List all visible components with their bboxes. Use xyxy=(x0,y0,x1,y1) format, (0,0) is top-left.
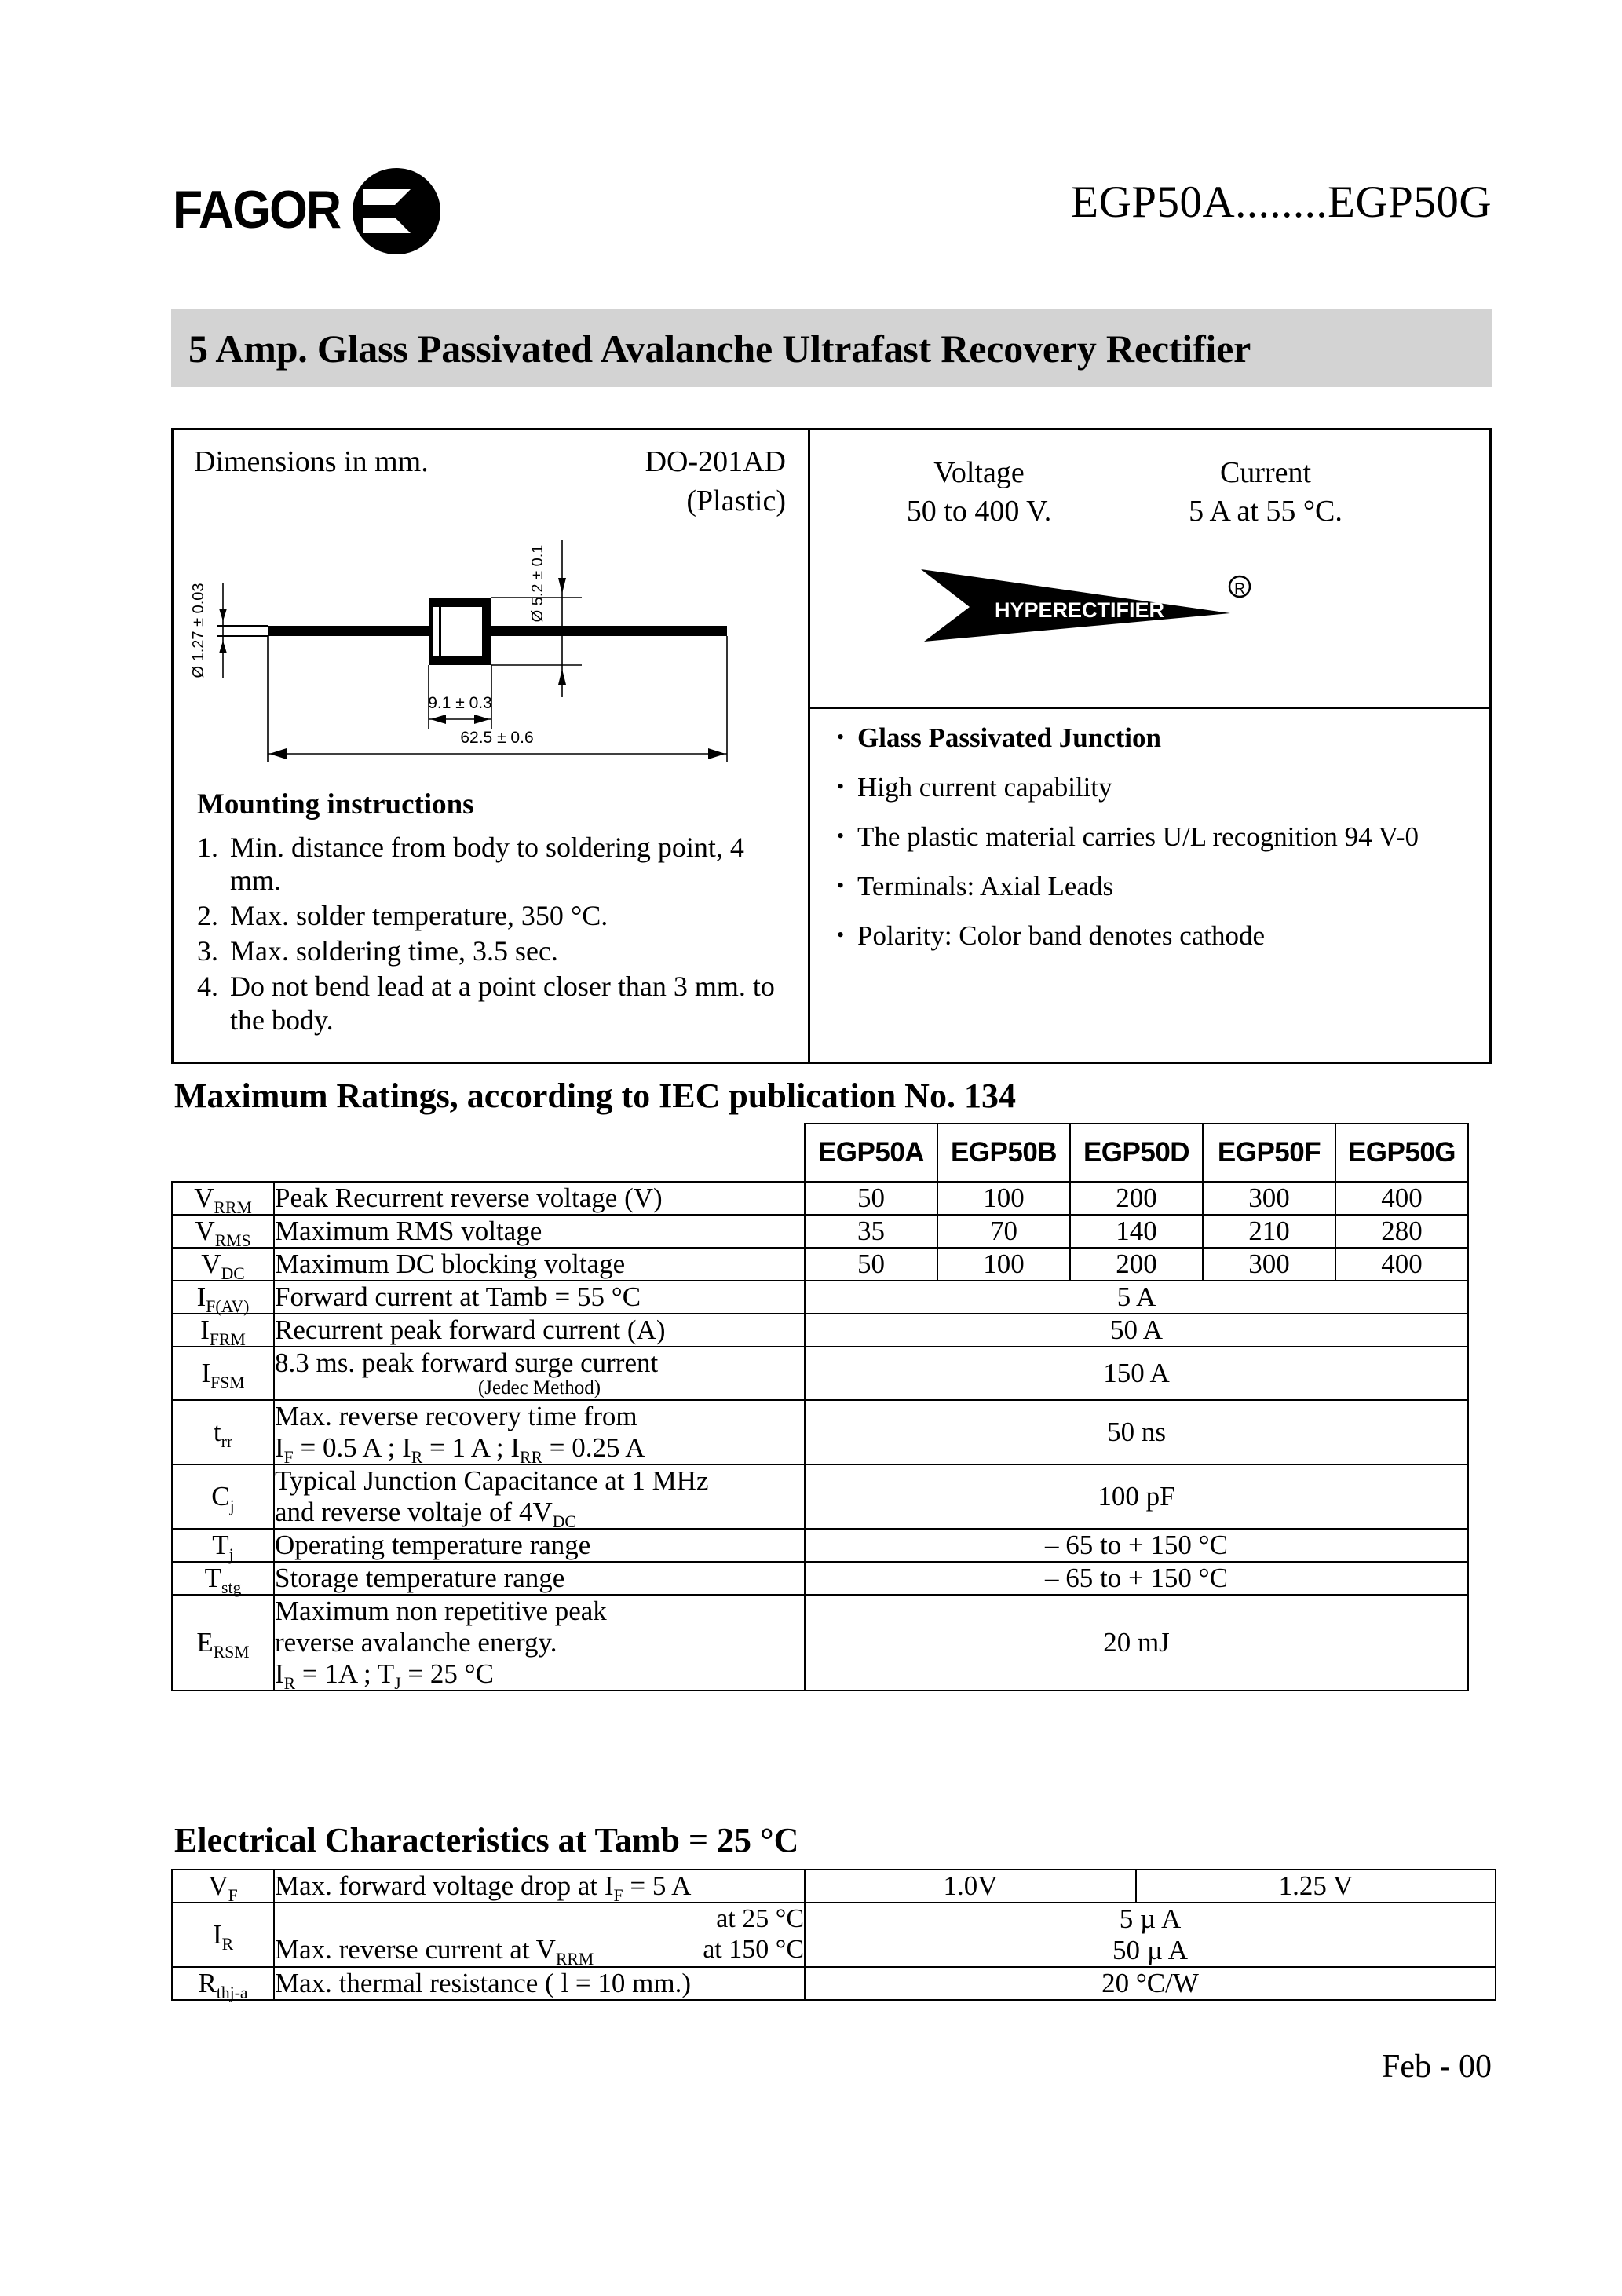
row-value: 1.25 V xyxy=(1136,1870,1496,1903)
feature-item xyxy=(837,722,1449,755)
symbol-subscript: FRM xyxy=(209,1330,246,1349)
row-value-2: 50 µ A xyxy=(1112,1935,1188,1965)
mounting-number: 3. xyxy=(197,935,218,967)
bullet-icon: • xyxy=(837,775,845,798)
table-row xyxy=(172,1595,1468,1691)
mounting-text: Min. distance from body to soldering point, 4 mm. xyxy=(230,832,744,897)
table-row xyxy=(172,1248,1468,1281)
mounting-number: 1. xyxy=(197,832,218,863)
row-value: 200 xyxy=(1070,1182,1203,1215)
feature-text: The plastic material carries U/L recognition 94 V-0 xyxy=(857,821,1419,852)
table-row xyxy=(172,1215,1468,1248)
row-value: 400 xyxy=(1335,1248,1468,1281)
table-row xyxy=(172,1967,1496,2000)
lead-diameter-dim: Ø 1.27 ± 0.03 xyxy=(190,583,207,678)
row-symbol: $t_{rr}$ xyxy=(172,1400,274,1464)
row-description xyxy=(274,1400,805,1468)
symbol-subscript: R xyxy=(221,1935,234,1954)
package-dimension-drawing xyxy=(174,509,810,768)
row-value: 50 xyxy=(805,1182,937,1215)
table-row xyxy=(172,1314,1468,1347)
condition-1: at 25 °C xyxy=(716,1904,804,1934)
column-header-egp50b: EGP50B xyxy=(937,1124,1070,1182)
row-description: Maximum DC blocking voltage xyxy=(274,1248,805,1281)
row-value: 400 xyxy=(1335,1182,1468,1215)
bullet-icon: • xyxy=(837,874,845,897)
feature-text: High current capability xyxy=(857,772,1112,803)
row-value-span: 20 mJ xyxy=(805,1595,1468,1691)
row-description xyxy=(274,1903,805,1967)
header-blank-symbol xyxy=(172,1124,274,1182)
row-description-text: Max. reverse current at $V_{RRM}$ xyxy=(275,1933,594,1969)
package-material: (Plastic) xyxy=(686,484,786,517)
row-value-span: 150 A xyxy=(805,1347,1468,1400)
row-description xyxy=(274,1464,805,1532)
row-value: 70 xyxy=(937,1215,1070,1248)
table-row xyxy=(172,1562,1468,1595)
symbol-subscript: thj-a xyxy=(216,1983,248,2002)
row-value: 300 xyxy=(1203,1182,1335,1215)
table-row xyxy=(172,1464,1468,1529)
feature-item xyxy=(837,771,1449,804)
spec-boxes xyxy=(171,428,1492,1064)
row-value: 1.0V xyxy=(805,1870,1136,1903)
bullet-icon: • xyxy=(837,923,845,946)
features-list xyxy=(837,722,1449,969)
row-description xyxy=(274,1347,805,1400)
row-description-line2: and reverse voltaje of $4V_{DC}$ xyxy=(275,1497,576,1532)
row-symbol: $I_{FRM}$ xyxy=(172,1314,274,1347)
row-description: Forward current at Tamb = 55 °C xyxy=(274,1281,805,1314)
row-symbol: $T_{stg}$ xyxy=(172,1562,274,1595)
current-value: 5 A at 55 °C. xyxy=(1189,495,1343,528)
row-value: 210 xyxy=(1203,1215,1335,1248)
row-symbol: $T_j$ xyxy=(172,1529,274,1562)
table-row xyxy=(172,1347,1468,1400)
current-summary xyxy=(1124,454,1407,532)
feature-item xyxy=(837,870,1449,903)
symbol-subscript: DC xyxy=(221,1264,245,1283)
electrical-title: Electrical Characteristics at Tamb = 25 °C xyxy=(174,1821,799,1859)
row-symbol: $R_{thj-a}$ xyxy=(172,1967,274,2000)
mounting-text: Max. solder temperature, 350 °C. xyxy=(230,900,608,932)
bullet-icon: • xyxy=(837,726,845,748)
package-code: DO-201AD xyxy=(645,445,786,478)
table-row xyxy=(172,1281,1468,1314)
row-description-line1: Max. reverse recovery time from xyxy=(275,1401,637,1432)
row-symbol: $E_{RSM}$ xyxy=(172,1595,274,1691)
row-description-line3: $I_R = 1A$ ; $T_J = 25$ °C xyxy=(275,1658,494,1693)
dimensions-label: Dimensions in mm. xyxy=(194,445,429,478)
table-row xyxy=(172,1529,1468,1562)
row-description: Recurrent peak forward current (A) xyxy=(274,1314,805,1347)
dimensions-panel xyxy=(174,430,810,1062)
row-value: 100 xyxy=(937,1182,1070,1215)
row-description-line2: $I_F = 0.5$ A ; $I_R = 1$ A ; $I_{RR} = 0.25$ A xyxy=(275,1432,645,1468)
mounting-number: 4. xyxy=(197,971,218,1003)
row-description: Maximum RMS voltage xyxy=(274,1215,805,1248)
row-value-span: 100 pF xyxy=(805,1464,1468,1529)
symbol-subscript: j xyxy=(229,1497,235,1516)
registered-trademark-icon xyxy=(1229,576,1250,598)
row-value: 200 xyxy=(1070,1248,1203,1281)
symbol-subscript: RRM xyxy=(214,1198,252,1217)
mounting-item xyxy=(197,970,794,1036)
row-value-span: 5 A xyxy=(805,1281,1468,1314)
row-value-span: – 65 to + 150 °C xyxy=(805,1562,1468,1595)
mounting-title: Mounting instructions xyxy=(197,788,474,821)
feature-text: Terminals: Axial Leads xyxy=(857,871,1114,901)
row-description-line2: reverse avalanche energy. xyxy=(275,1626,557,1658)
table-row xyxy=(172,1870,1496,1903)
condition-2: at 150 °C xyxy=(703,1935,804,1964)
column-header-egp50f: EGP50F xyxy=(1203,1124,1335,1182)
row-conditions xyxy=(703,1904,804,1965)
row-value-span xyxy=(805,1903,1496,1967)
feature-item xyxy=(837,919,1449,952)
mounting-text: Max. soldering time, 3.5 sec. xyxy=(230,935,558,967)
row-value-span: – 65 to + 150 °C xyxy=(805,1529,1468,1562)
symbol-subscript: F(AV) xyxy=(206,1297,250,1316)
symbol-subscript: rr xyxy=(221,1432,233,1452)
revision-date: Feb - 00 xyxy=(1382,2049,1492,2085)
row-value: 140 xyxy=(1070,1215,1203,1248)
row-value: 100 xyxy=(937,1248,1070,1281)
row-symbol: $V_{RMS}$ xyxy=(172,1215,274,1248)
row-symbol: $V_{RRM}$ xyxy=(172,1182,274,1215)
features-panel xyxy=(810,709,1489,1062)
row-description-line1: Maximum non repetitive peak xyxy=(275,1595,607,1626)
max-ratings-title: Maximum Ratings, according to IEC publication No. 134 xyxy=(174,1077,1016,1115)
column-header-egp50d: EGP50D xyxy=(1070,1124,1203,1182)
row-value: 35 xyxy=(805,1215,937,1248)
hyperectifier-logo-icon xyxy=(916,560,1356,646)
table-row xyxy=(172,1400,1468,1464)
row-symbol: $I_{FSM}$ xyxy=(172,1347,274,1400)
row-description-text: 8.3 ms. peak forward surge current xyxy=(275,1347,659,1378)
fagor-logo xyxy=(173,159,502,254)
fagor-logo-text: FAGOR xyxy=(173,180,341,239)
symbol-subscript: FSM xyxy=(210,1373,245,1393)
row-description: Storage temperature range xyxy=(274,1562,805,1595)
voltage-label: Voltage xyxy=(933,456,1025,489)
row-value-1: 5 µ A xyxy=(1119,1903,1182,1934)
body-diameter-dim: Ø 5.2 ± 0.1 xyxy=(529,544,546,623)
mounting-text: Do not bend lead at a point closer than 3 mm. to the body. xyxy=(230,971,775,1036)
row-value-span: 20 °C/W xyxy=(805,1967,1496,2000)
voltage-summary xyxy=(842,454,1116,532)
mounting-item xyxy=(197,934,794,967)
row-value: 280 xyxy=(1335,1215,1468,1248)
row-description: Max. thermal resistance ( l = 10 mm.) xyxy=(274,1967,805,2000)
product-title-banner xyxy=(171,309,1492,387)
row-description-line1: Typical Junction Capacitance at 1 MHz xyxy=(275,1465,709,1497)
mounting-item xyxy=(197,831,794,897)
mounting-number: 2. xyxy=(197,900,218,932)
symbol-subscript: RMS xyxy=(214,1231,251,1250)
table-header-row xyxy=(172,1124,1468,1182)
fagor-arrow-ellipse-icon xyxy=(349,167,444,255)
row-symbol: $C_j$ xyxy=(172,1464,274,1529)
row-value: 50 xyxy=(805,1248,937,1281)
max-ratings-table xyxy=(171,1123,1469,1691)
symbol-subscript: F xyxy=(228,1886,238,1905)
column-header-egp50g: EGP50G xyxy=(1335,1124,1468,1182)
part-number-range: EGP50A........EGP50G xyxy=(1071,177,1492,227)
mounting-item xyxy=(197,899,794,932)
voltage-value: 50 to 400 V. xyxy=(906,495,1052,528)
row-value-span: 50 A xyxy=(805,1314,1468,1347)
row-symbol: $I_{F(AV)}$ xyxy=(172,1281,274,1314)
hyperectifier-logo-text: HYPERECTIFIER xyxy=(995,598,1165,622)
feature-text: Polarity: Color band denotes cathode xyxy=(857,920,1266,951)
table-row xyxy=(172,1182,1468,1215)
ratings-summary xyxy=(810,430,1489,709)
symbol-subscript: RSM xyxy=(213,1642,250,1662)
row-description: Operating temperature range xyxy=(274,1529,805,1562)
current-label: Current xyxy=(1219,456,1312,489)
row-symbol: $V_{DC}$ xyxy=(172,1248,274,1281)
column-header-egp50a: EGP50A xyxy=(805,1124,937,1182)
row-symbol: $V_F$ xyxy=(172,1870,274,1903)
electrical-table xyxy=(171,1869,1496,2001)
header-blank-desc xyxy=(274,1124,805,1182)
table-row xyxy=(172,1903,1496,1967)
row-description: Max. forward voltage drop at $I_F = 5$ A xyxy=(274,1870,805,1903)
mounting-instructions xyxy=(197,788,794,1039)
bullet-icon: • xyxy=(837,824,845,847)
row-description: Peak Recurrent reverse voltage (V) xyxy=(274,1182,805,1215)
row-value: 300 xyxy=(1203,1248,1335,1281)
page-header xyxy=(173,153,1492,255)
feature-item xyxy=(837,821,1449,854)
symbol-subscript: j xyxy=(228,1545,234,1564)
row-description-note: (Jedec Method) xyxy=(477,1377,601,1398)
package-info xyxy=(488,444,786,518)
row-description xyxy=(274,1595,805,1691)
body-length-dim: 9.1 ± 0.3 xyxy=(428,694,492,712)
row-symbol: $I_R$ xyxy=(172,1903,274,1967)
summary-panel xyxy=(810,430,1489,1062)
product-title: 5 Amp. Glass Passivated Avalanche Ultrafast Recovery Rectifier xyxy=(188,327,1251,371)
row-value-span: 50 ns xyxy=(805,1400,1468,1464)
svg-text:R: R xyxy=(1234,581,1245,598)
feature-text: Glass Passivated Junction xyxy=(857,722,1161,753)
overall-length-dim: 62.5 ± 0.6 xyxy=(460,729,534,747)
symbol-subscript: stg xyxy=(221,1578,242,1597)
